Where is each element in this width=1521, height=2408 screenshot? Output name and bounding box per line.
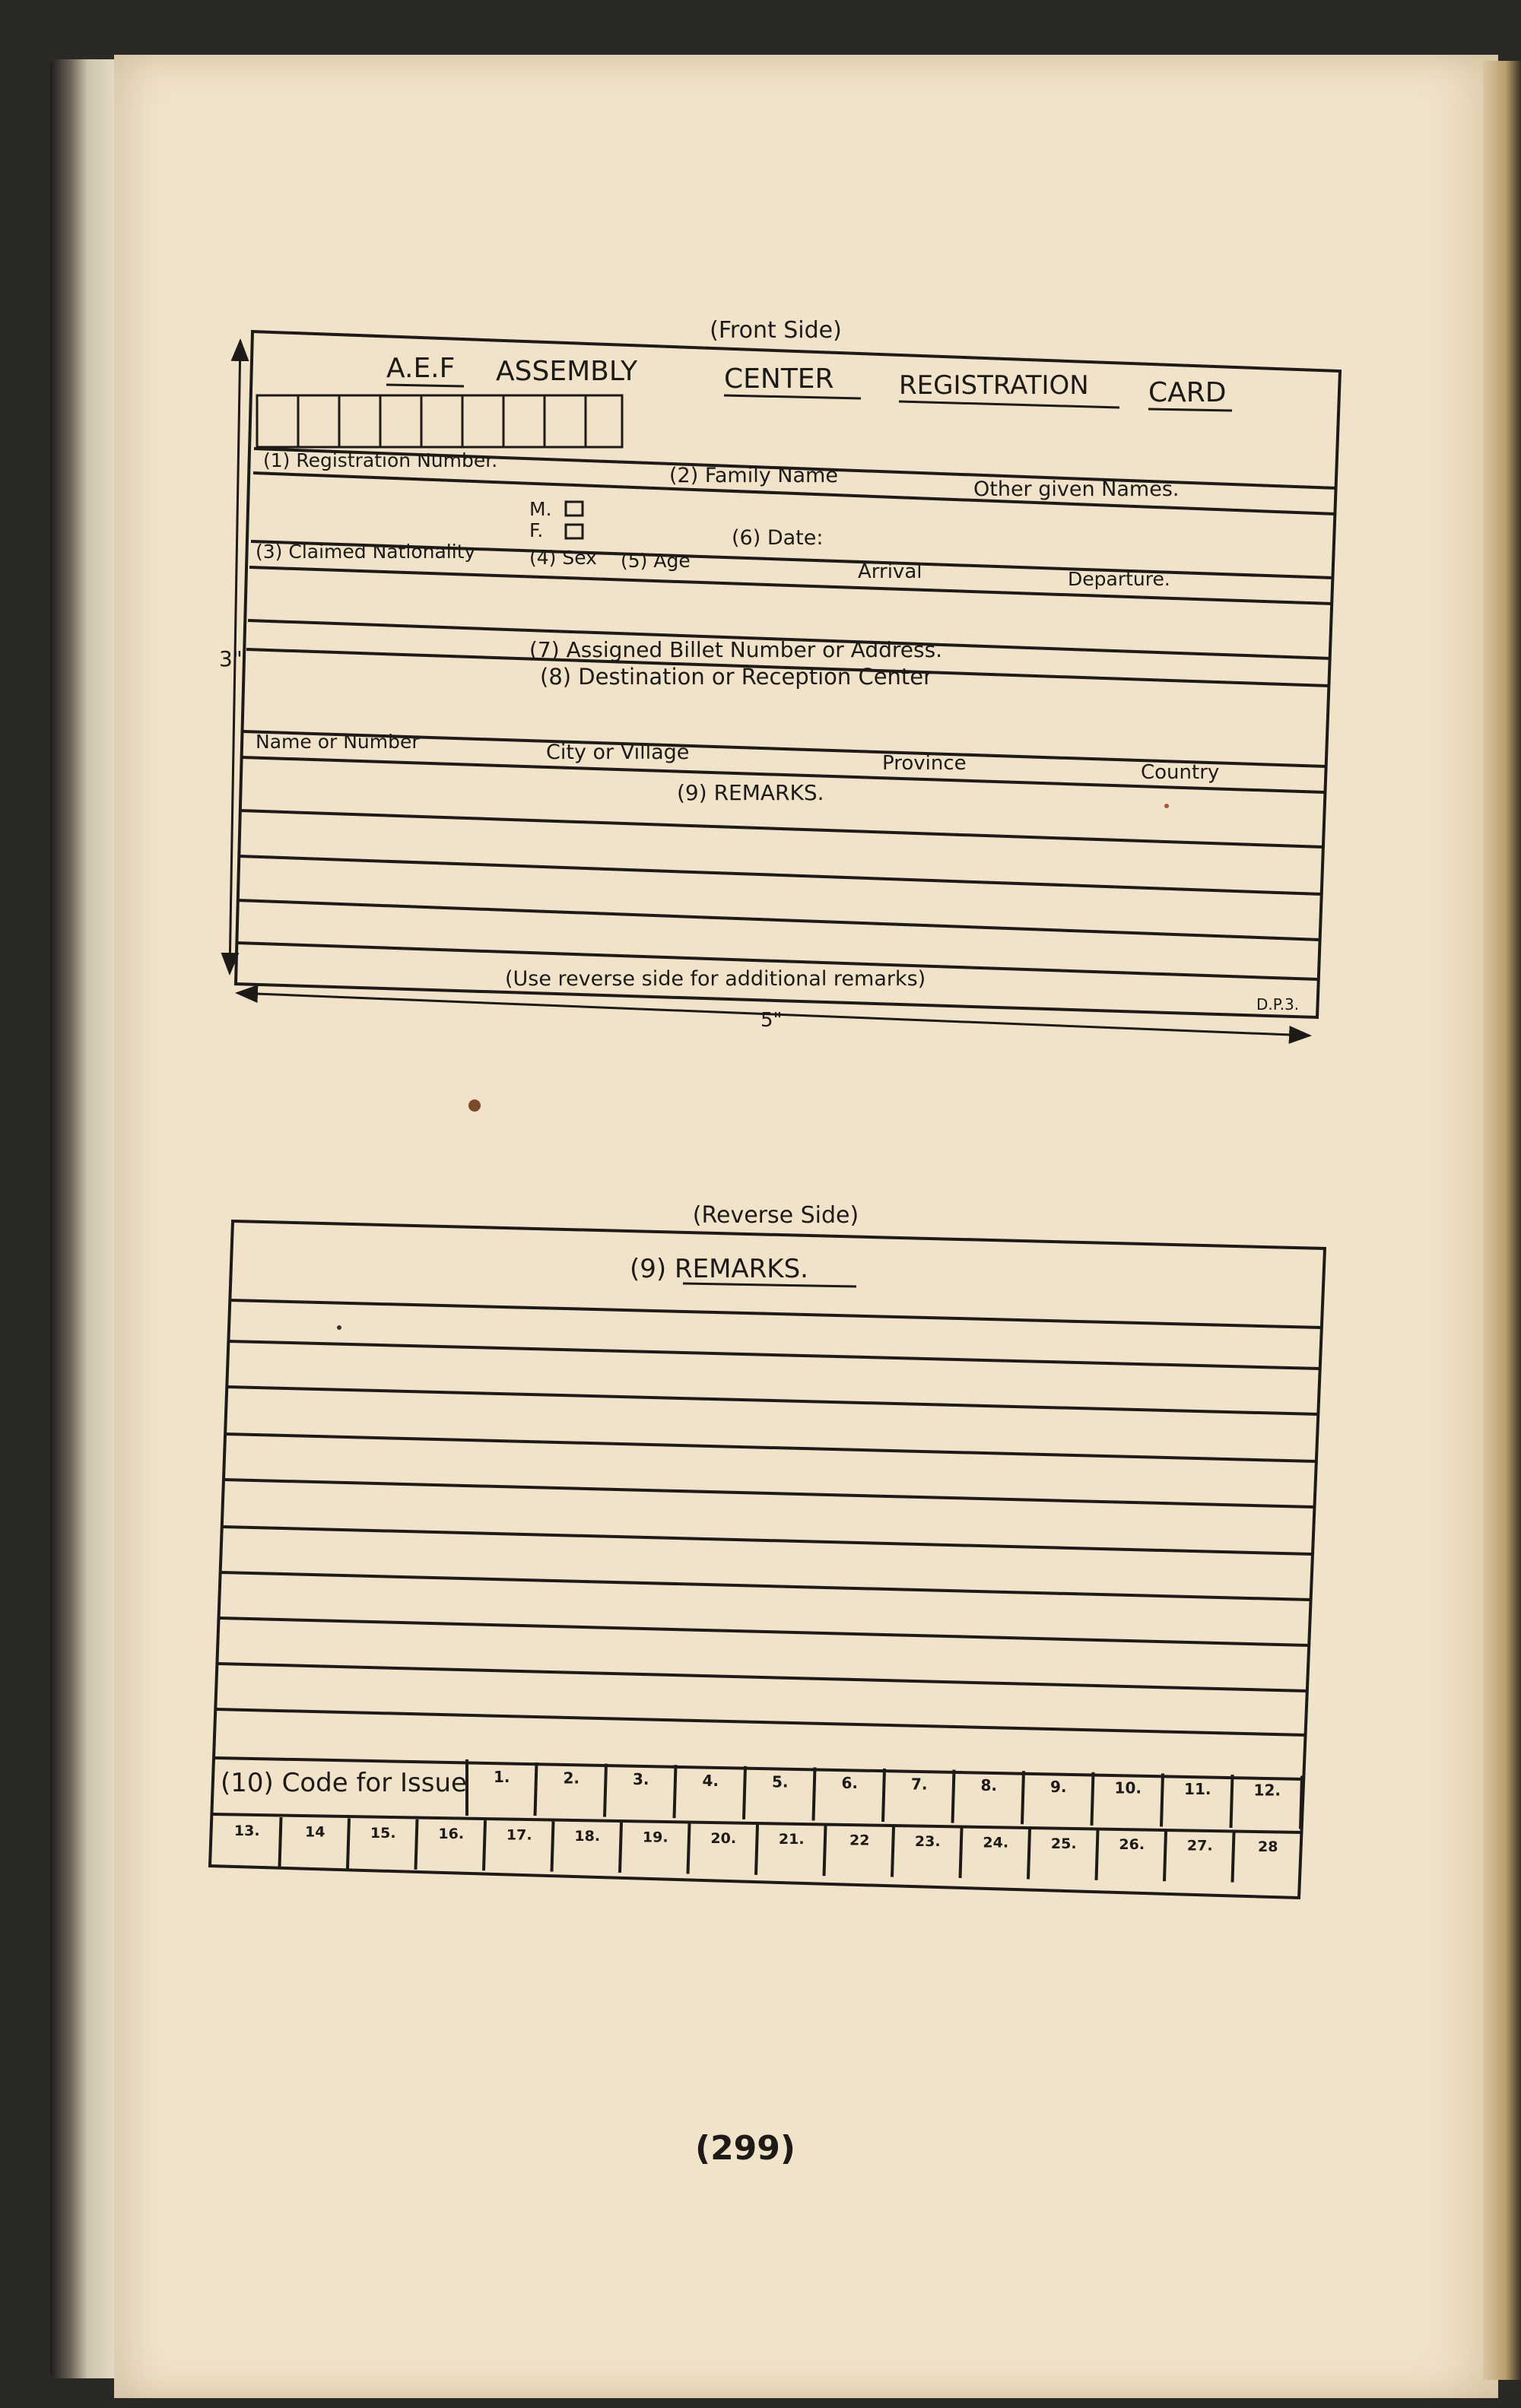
code-cell-number: 10. <box>1114 1778 1142 1797</box>
page-number: (299) <box>694 2129 796 2168</box>
code-cell-number: 23. <box>914 1833 941 1850</box>
code-cell-divider <box>814 1767 815 1820</box>
sex-label-male: M. <box>529 498 552 520</box>
reverse-row-line <box>218 1664 1308 1691</box>
code-cell-divider <box>953 1770 954 1823</box>
code-cell-divider <box>1028 1829 1030 1879</box>
field-other-names: Other given Names. <box>973 477 1180 501</box>
code-cell-number: 26. <box>1119 1836 1145 1854</box>
code-cell-number: 24. <box>983 1834 1009 1851</box>
card-title-center: CENTER <box>724 363 834 395</box>
form-code: D.P.3. <box>1256 995 1300 1014</box>
reverse-row-line <box>219 1618 1310 1645</box>
code-cell-divider <box>1161 1773 1163 1826</box>
code-cell-number: 5. <box>771 1772 789 1791</box>
code-cell-divider <box>484 1820 485 1870</box>
code-cell-number: 18. <box>574 1828 601 1845</box>
code-cell-divider <box>892 1827 894 1877</box>
code-cell-number: 12. <box>1253 1781 1281 1800</box>
field-destination: (8) Destination or Reception Center <box>540 664 933 690</box>
card-title-assembly: ASSEMBLY <box>496 356 638 387</box>
paper-stain <box>468 1099 481 1112</box>
title-underline-card <box>1148 409 1232 411</box>
field-family-name: (2) Family Name <box>669 464 838 487</box>
title-underline-center <box>724 395 861 398</box>
field-city-village: City or Village <box>546 741 690 764</box>
field-date: (6) Date: <box>732 526 824 550</box>
sex-label-female: F. <box>529 519 544 541</box>
code-cell-divider <box>1164 1831 1166 1881</box>
field-arrival: Arrival <box>858 560 922 583</box>
code-cell-divider <box>1092 1772 1094 1826</box>
code-cell-divider <box>605 1764 606 1817</box>
code-cell-number: 28 <box>1258 1839 1278 1855</box>
front-row-line <box>239 856 1322 894</box>
code-cell-divider <box>1022 1771 1024 1824</box>
title-underline-registration <box>899 401 1119 408</box>
code-cell-divider <box>535 1762 537 1816</box>
field-departure: Departure. <box>1068 568 1170 590</box>
code-cell-number: 11. <box>1184 1780 1211 1798</box>
code-cell-divider <box>552 1822 554 1872</box>
code-cell-divider <box>1097 1830 1098 1880</box>
footer-note: (Use reverse side for additional remarks) <box>505 967 926 991</box>
field-remarks-front: (9) REMARKS. <box>677 780 824 805</box>
code-cell-divider <box>1300 1776 1302 1829</box>
title-underline-abbr <box>386 385 464 386</box>
code-cell-divider <box>1231 1775 1233 1828</box>
code-cell-number: 17. <box>506 1826 532 1844</box>
code-cell-number: 20. <box>710 1829 737 1847</box>
field-age: (5) Age <box>621 550 691 572</box>
code-cell-divider <box>675 1765 676 1818</box>
reverse-row-line <box>227 1387 1319 1414</box>
reverse-row-line <box>230 1300 1322 1328</box>
field-province: Province <box>882 752 967 775</box>
field-assigned-billet: (7) Assigned Billet Number or Address. <box>529 637 943 662</box>
code-cell-number: 8. <box>980 1776 998 1795</box>
code-cell-number: 7. <box>910 1775 928 1794</box>
reverse-remarks-title: (9) REMARKS. <box>630 1254 808 1284</box>
front-row-line <box>240 811 1323 847</box>
code-cell-number: 14 <box>305 1823 325 1841</box>
code-cell-number: 6. <box>841 1774 859 1792</box>
code-cell-divider <box>280 1817 281 1867</box>
code-cell-number: 9. <box>1049 1777 1067 1796</box>
code-cell-number: 1. <box>493 1768 510 1786</box>
registration-number-boxes <box>257 395 622 447</box>
reverse-card <box>210 1202 1325 1898</box>
reverse-row-line <box>222 1527 1313 1554</box>
code-for-issue-label: (10) Code for Issue <box>221 1768 467 1798</box>
card-title-abbr: A.E.F <box>386 353 456 384</box>
front-card <box>219 317 1340 1036</box>
code-cell-number: 15. <box>370 1824 396 1842</box>
code-cell-divider <box>824 1826 826 1876</box>
code-cell-number: 21. <box>778 1831 805 1848</box>
field-claimed-nationality: (3) Claimed Nationality <box>256 541 476 563</box>
card-title-registration: REGISTRATION <box>899 370 1089 401</box>
codes-row-1 <box>467 1759 1302 1829</box>
code-cell-number: 16. <box>438 1826 465 1843</box>
code-cell-divider <box>756 1825 757 1875</box>
reverse-row-line <box>216 1709 1307 1735</box>
card-title-card: CARD <box>1148 377 1227 408</box>
code-cell-divider <box>1233 1832 1234 1883</box>
dimension-height-label: 3" <box>219 646 243 671</box>
reverse-row-line <box>224 1480 1314 1507</box>
sex-female-checkbox <box>566 525 583 538</box>
field-registration-number: (1) Registration Number. <box>263 449 498 471</box>
code-cell-divider <box>620 1823 621 1873</box>
code-cell-number: 25. <box>1050 1835 1077 1852</box>
code-cell-divider <box>744 1766 745 1819</box>
code-cell-number: 19. <box>642 1829 668 1846</box>
paper-speck <box>1164 804 1169 808</box>
remarks-underline <box>683 1283 856 1286</box>
code-cell-number: 3. <box>632 1770 649 1789</box>
reverse-row-line <box>225 1434 1317 1461</box>
field-sex: (4) Sex <box>529 547 597 569</box>
code-cell-number: 27. <box>1186 1837 1213 1854</box>
dimension-width-label: 5" <box>760 1009 783 1032</box>
field-country: Country <box>1141 761 1220 784</box>
code-cell-divider <box>883 1769 884 1822</box>
reverse-row-line <box>221 1572 1311 1600</box>
code-cell-number: 13. <box>233 1823 260 1839</box>
code-cell-divider <box>961 1828 962 1878</box>
code-cell-number: 2. <box>563 1769 580 1788</box>
sex-male-checkbox <box>566 502 583 516</box>
field-name-or-number: Name or Number <box>256 731 420 753</box>
code-cell-divider <box>348 1818 349 1868</box>
front-side-label: (Front Side) <box>710 317 842 344</box>
code-cell-number: 22 <box>849 1832 870 1849</box>
code-cell-divider <box>688 1823 690 1873</box>
reverse-row-line <box>228 1341 1320 1369</box>
reverse-side-label: (Reverse Side) <box>692 1202 859 1229</box>
code-cell-number: 4. <box>702 1771 719 1790</box>
paper-speck <box>337 1325 341 1330</box>
code-cell-divider <box>416 1819 418 1870</box>
front-row-line <box>237 900 1320 940</box>
